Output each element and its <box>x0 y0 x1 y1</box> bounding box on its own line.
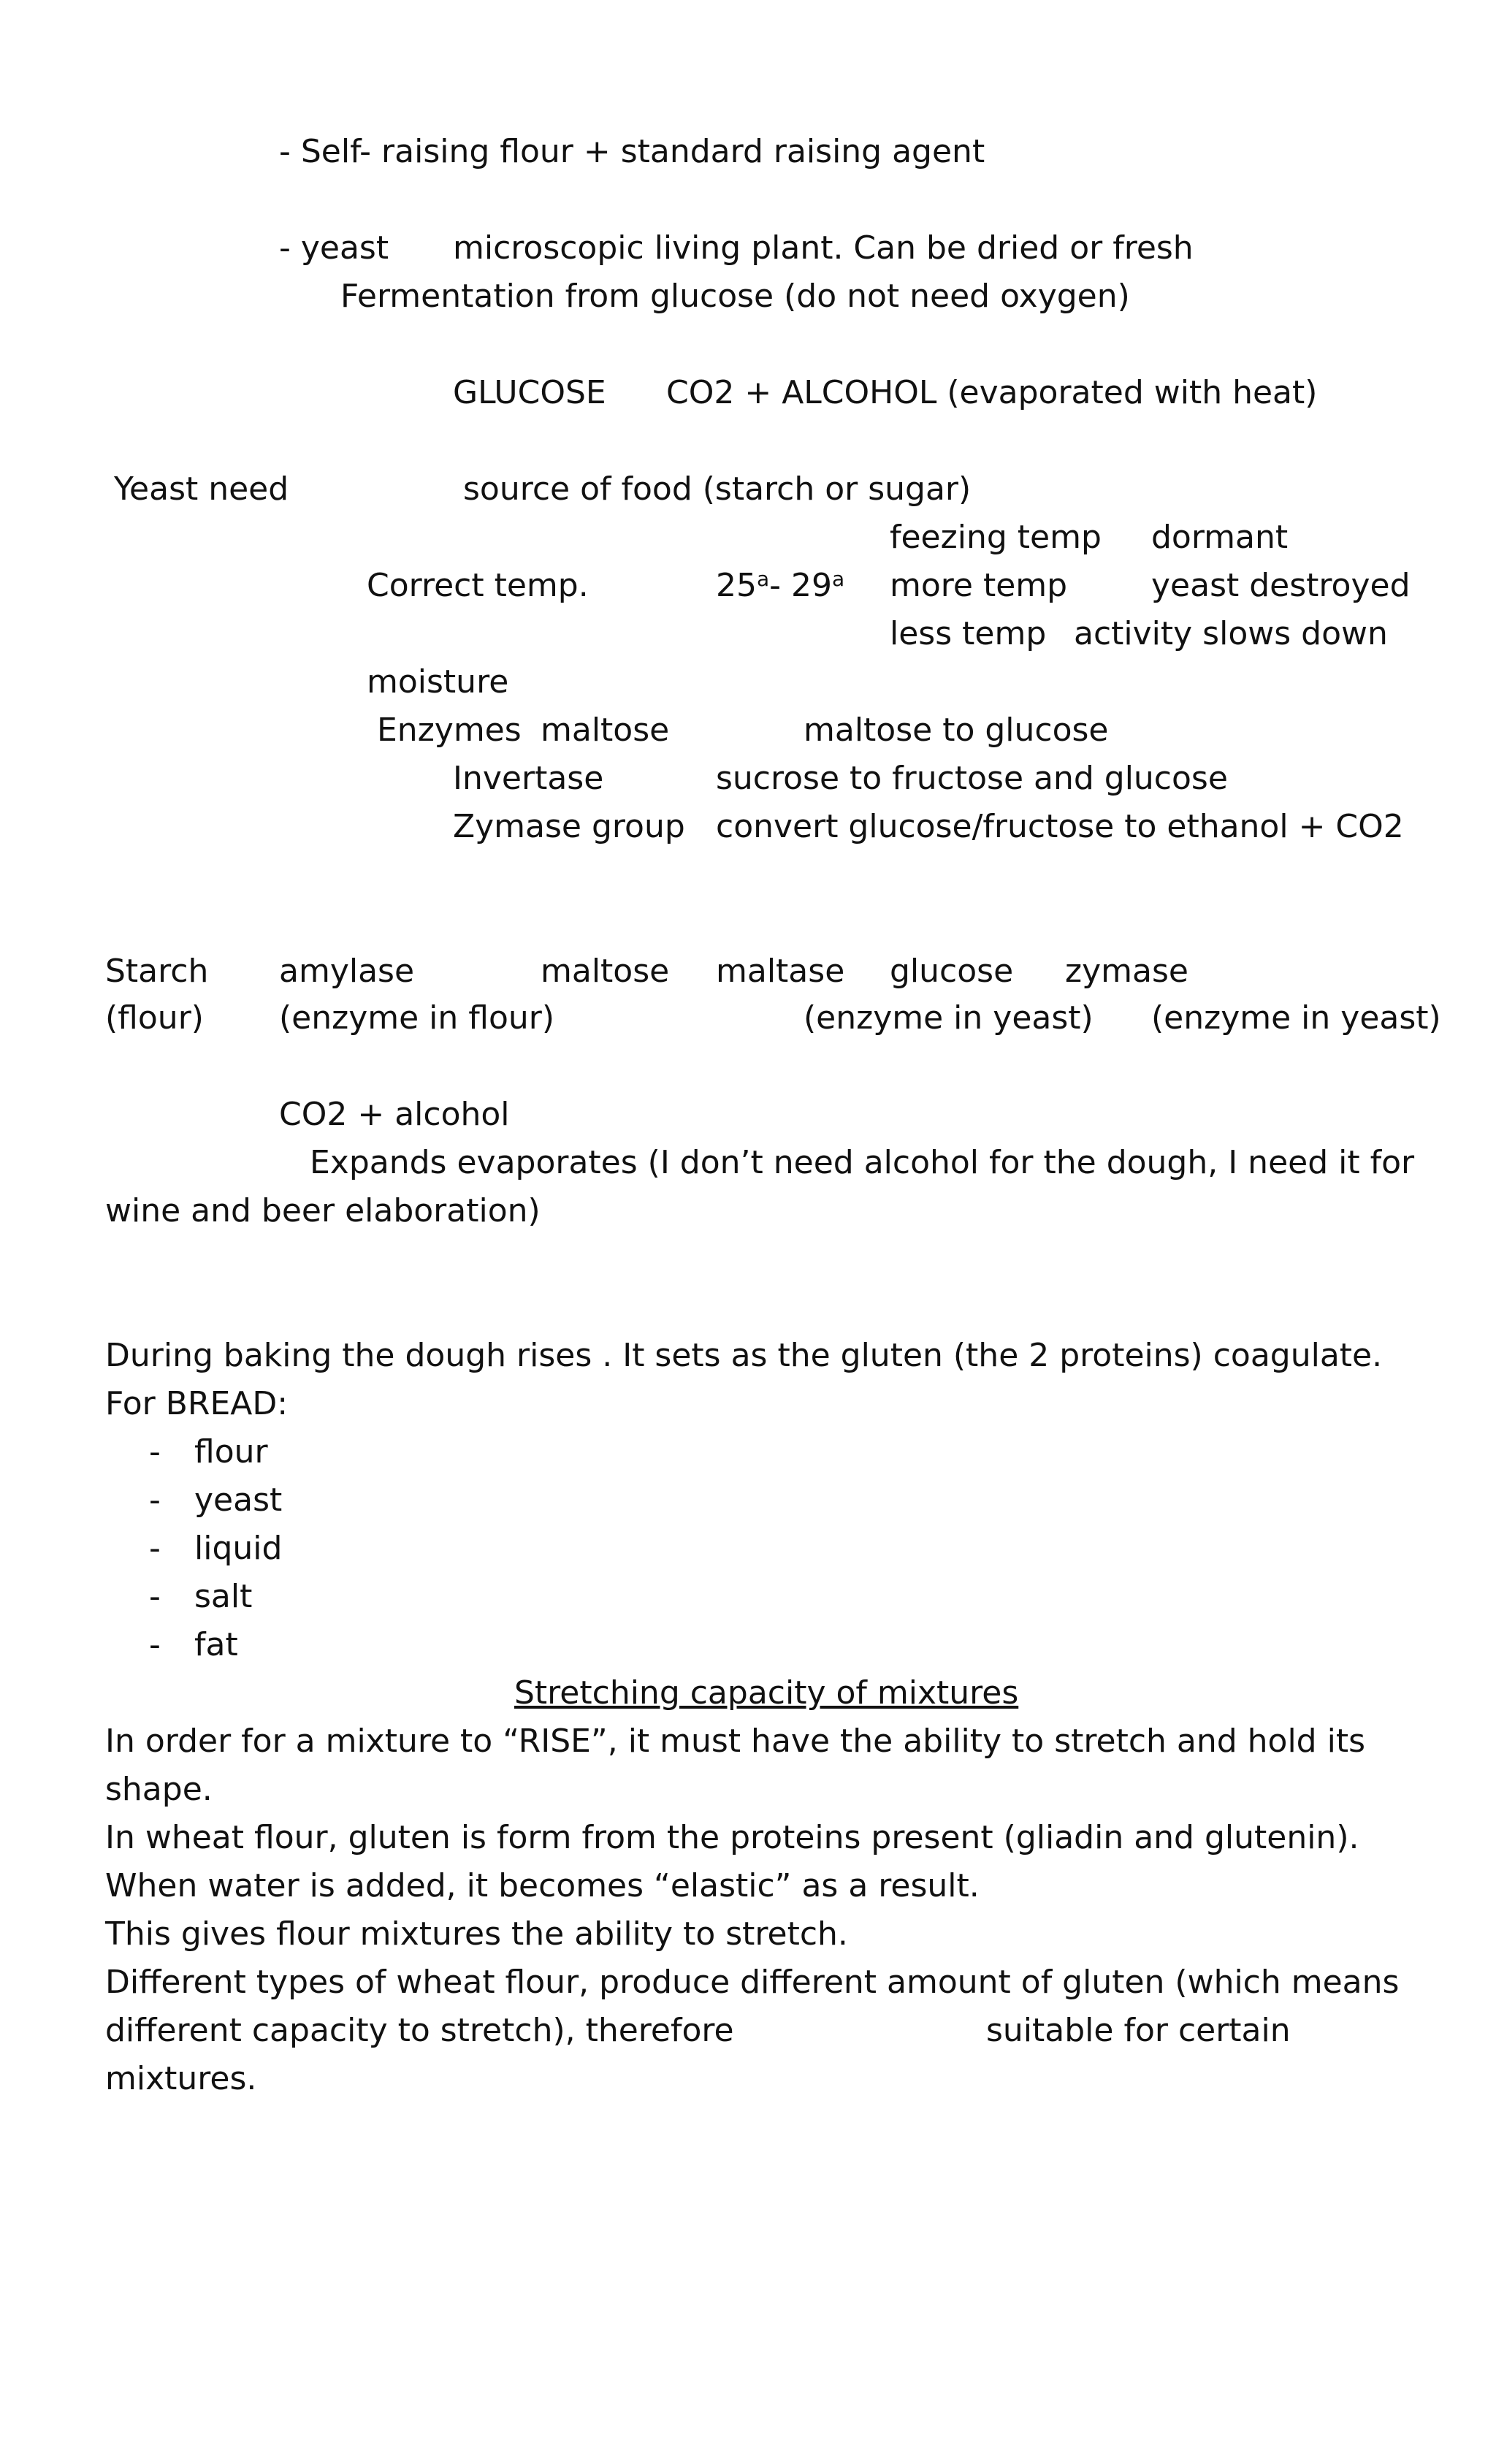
list-bullet: - <box>149 1578 161 1615</box>
moisture: moisture <box>367 663 509 701</box>
expands-line-2: wine and beer elaboration) <box>105 1192 541 1229</box>
self-raising-line: - Self- raising flour + standard raising agent <box>279 133 985 170</box>
glucose-label: GLUCOSE <box>453 374 606 411</box>
enzymes-label: Enzymes <box>377 712 522 749</box>
maltase-note: (enzyme in yeast) <box>804 999 1094 1037</box>
yeast-label: - yeast <box>279 229 389 267</box>
chain-maltose: maltose <box>541 953 670 990</box>
activity-slows: activity slows down <box>1074 615 1388 652</box>
chain-glucose: glucose <box>890 953 1014 990</box>
baking-line: During baking the dough rises . It sets as the gluten (the 2 proteins) coagulate. <box>105 1337 1383 1374</box>
fermentation-line: Fermentation from glucose (do not need oxygen) <box>340 278 1130 315</box>
list-bullet: - <box>149 1481 161 1519</box>
starch: Starch <box>105 953 209 990</box>
list-bullet: - <box>149 1530 161 1567</box>
maltose-description: maltose to glucose <box>804 712 1109 749</box>
for-bread: For BREAD: <box>105 1385 289 1422</box>
maltase: maltase <box>716 953 845 990</box>
zymase-group: Zymase group <box>453 808 685 845</box>
paragraph-line: Different types of wheat flour, produce different amount of gluten (which means <box>105 1964 1400 2001</box>
more-temp: more temp <box>890 567 1068 604</box>
invertase-description: sucrose to fructose and glucose <box>716 760 1228 797</box>
list-item: flour <box>194 1433 268 1471</box>
yeast-destroyed: yeast destroyed <box>1151 567 1411 604</box>
paragraph-line: shape. <box>105 1771 213 1808</box>
temp-range: 25$^a$- 29$^a$ <box>716 567 845 604</box>
section-heading: Stretching capacity of mixtures <box>514 1674 1019 1712</box>
paragraph-line: In order for a mixture to “RISE”, it must have the ability to stretch and hold its <box>105 1723 1366 1760</box>
glucose-result: CO2 + ALCOHOL (evaporated with heat) <box>666 374 1318 411</box>
amylase: amylase <box>279 953 415 990</box>
paragraph-line: When water is added, it becomes “elastic” as a result. <box>105 1867 980 1904</box>
less-temp: less temp <box>890 615 1047 652</box>
co2-alcohol: CO2 + alcohol <box>279 1096 510 1133</box>
list-item: salt <box>194 1578 253 1615</box>
dormant: dormant <box>1151 519 1289 556</box>
yeast-description: microscopic living plant. Can be dried or fresh <box>453 229 1194 267</box>
zymase-note: (enzyme in yeast) <box>1151 999 1441 1037</box>
zymase-description: convert glucose/fructose to ethanol + CO2 <box>716 808 1404 845</box>
flour-note: (flour) <box>105 999 204 1037</box>
zymase: zymase <box>1065 953 1188 990</box>
amylase-note: (enzyme in flour) <box>279 999 555 1037</box>
paragraph-line: suitable for certain <box>986 2012 1291 2049</box>
freezing-temp: feezing temp <box>890 519 1102 556</box>
list-bullet: - <box>149 1433 161 1471</box>
paragraph-line: different capacity to stretch), therefore <box>105 2012 734 2049</box>
list-item: liquid <box>194 1530 283 1567</box>
paragraph-line: In wheat flour, gluten is form from the proteins present (gliadin and glutenin). <box>105 1819 1359 1856</box>
maltose-enzyme: maltose <box>541 712 670 749</box>
yeast-need-label: Yeast need <box>114 470 289 508</box>
food-source: source of food (starch or sugar) <box>463 470 972 508</box>
paragraph-line: This gives flour mixtures the ability to stretch. <box>105 1915 848 1953</box>
list-item: yeast <box>194 1481 283 1519</box>
invertase: Invertase <box>453 760 604 797</box>
list-item: fat <box>194 1626 238 1663</box>
expands-line-1: Expands evaporates (I don’t need alcohol for the dough, I need it for <box>310 1144 1415 1181</box>
list-bullet: - <box>149 1626 161 1663</box>
correct-temp: Correct temp. <box>367 567 589 604</box>
paragraph-line: mixtures. <box>105 2060 257 2097</box>
